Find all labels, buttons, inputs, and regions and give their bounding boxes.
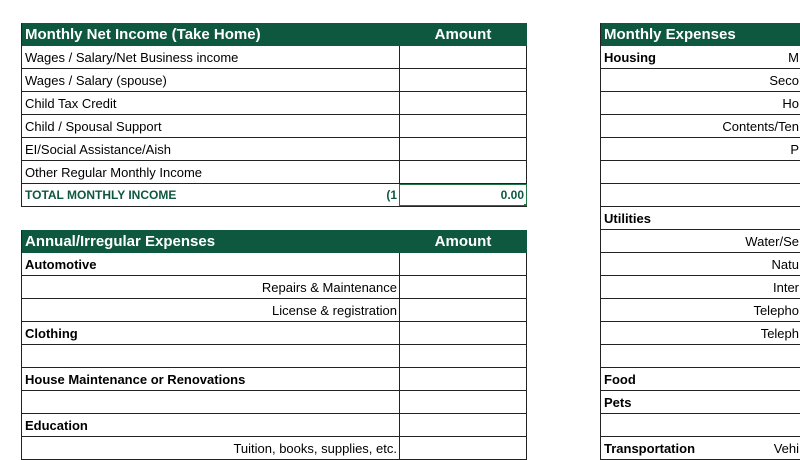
expense-row (601, 161, 800, 184)
annual-row (22, 414, 527, 437)
expense-item-label (661, 161, 800, 183)
fill-handle[interactable] (524, 204, 527, 206)
income-header-row (22, 23, 527, 46)
annual-category-label: House Maintenance or Renovations (25, 371, 246, 387)
expense-row (601, 230, 800, 253)
expense-item-label: Vehi (773, 440, 799, 456)
income-row (22, 46, 527, 69)
total-overflow-fragment: (1 (386, 188, 397, 202)
annual-amount-cell[interactable] (399, 391, 527, 413)
expense-item-label: Inter (772, 279, 799, 295)
expense-category-label: Food (604, 371, 636, 387)
expense-row (601, 368, 800, 391)
total-monthly-income-amount: 0.00 (500, 188, 524, 202)
annual-item-label: Tuition, books, supplies, etc. (233, 440, 397, 456)
expense-item-label: Ho (782, 95, 799, 111)
annual-row (22, 299, 527, 322)
total-monthly-income-label: TOTAL MONTHLY INCOME (25, 188, 177, 202)
expense-item-label: Telepho (753, 302, 799, 318)
income-amount-cell[interactable] (399, 46, 527, 68)
annual-row (22, 253, 527, 276)
expense-row (601, 138, 800, 161)
expense-item-label (661, 414, 800, 436)
income-label: EI/Social Assistance/Aish (25, 141, 171, 157)
expense-row (601, 69, 800, 92)
income-amount-cell[interactable] (399, 92, 527, 114)
annual-amount-cell[interactable] (399, 437, 527, 459)
annual-item-label (22, 345, 399, 367)
income-amount-cell[interactable] (399, 115, 527, 137)
annual-category-label: Education (25, 417, 88, 433)
monthly-expenses-table (600, 23, 800, 460)
annual-category-label: Clothing (25, 325, 78, 341)
expense-item-label: Seco (769, 72, 799, 88)
expense-item-label (661, 391, 800, 413)
expense-row (601, 391, 800, 414)
annual-row (22, 437, 527, 460)
expense-row (601, 46, 800, 69)
expense-item-label: Natu (771, 256, 799, 272)
annual-row (22, 368, 527, 391)
income-row (22, 115, 527, 138)
income-title: Monthly Net Income (Take Home) (25, 25, 261, 43)
annual-item-label: Repairs & Maintenance (261, 279, 397, 295)
expense-item-label (661, 184, 800, 206)
expense-category-label: Transportation (604, 440, 696, 456)
expense-row (601, 92, 800, 115)
expense-row (601, 207, 800, 230)
expense-row (601, 345, 800, 368)
annual-amount-header: Amount (434, 232, 492, 250)
total-monthly-income-value[interactable] (399, 184, 527, 206)
income-label: Child / Spousal Support (25, 118, 162, 134)
expense-item-label: Teleph (760, 325, 799, 341)
annual-header-row (22, 230, 527, 253)
expense-category-label: Pets (604, 394, 632, 410)
expense-row (601, 299, 800, 322)
annual-amount-cell[interactable] (399, 253, 527, 275)
income-amount-cell[interactable] (399, 161, 527, 183)
expense-row (601, 115, 800, 138)
income-label: Child Tax Credit (25, 95, 117, 111)
expense-item-label (661, 368, 800, 390)
annual-amount-cell[interactable] (399, 368, 527, 390)
expense-item-label: Water/Se (745, 233, 799, 249)
income-label: Other Regular Monthly Income (25, 164, 203, 180)
income-label: Wages / Salary (spouse) (25, 72, 167, 88)
annual-row (22, 345, 527, 368)
expense-item-label (661, 345, 800, 367)
annual-expenses-table (21, 230, 527, 460)
expense-item-label (661, 207, 800, 229)
annual-amount-cell[interactable] (399, 414, 527, 436)
expense-row (601, 322, 800, 345)
expense-category-label: Housing (604, 49, 656, 65)
annual-row (22, 276, 527, 299)
annual-title: Annual/Irregular Expenses (25, 232, 216, 250)
income-amount-cell[interactable] (399, 138, 527, 160)
annual-item-label: License & registration (271, 302, 397, 318)
annual-amount-cell[interactable] (399, 322, 527, 344)
annual-category-label: Automotive (25, 256, 97, 272)
annual-amount-cell[interactable] (399, 345, 527, 367)
income-amount-cell[interactable] (399, 69, 527, 91)
income-row (22, 92, 527, 115)
expense-item-label: P (790, 141, 799, 157)
expense-row (601, 437, 800, 460)
income-total-row (22, 184, 527, 207)
income-row (22, 69, 527, 92)
income-amount-header: Amount (434, 25, 492, 43)
income-label: Wages / Salary/Net Business income (25, 49, 239, 65)
expenses-header-row (601, 23, 800, 46)
annual-amount-cell[interactable] (399, 276, 527, 298)
monthly-income-table (21, 23, 527, 207)
expenses-title: Monthly Expenses (604, 25, 736, 43)
expense-item-label: Contents/Ten (722, 118, 799, 134)
expense-item-label: M (788, 49, 799, 65)
annual-row (22, 391, 527, 414)
expense-category-label: Utilities (604, 210, 651, 226)
expense-row (601, 276, 800, 299)
expense-row (601, 184, 800, 207)
annual-amount-cell[interactable] (399, 299, 527, 321)
income-row (22, 161, 527, 184)
annual-item-label (22, 391, 399, 413)
income-row (22, 138, 527, 161)
expense-row (601, 253, 800, 276)
expense-row (601, 414, 800, 437)
annual-row (22, 322, 527, 345)
